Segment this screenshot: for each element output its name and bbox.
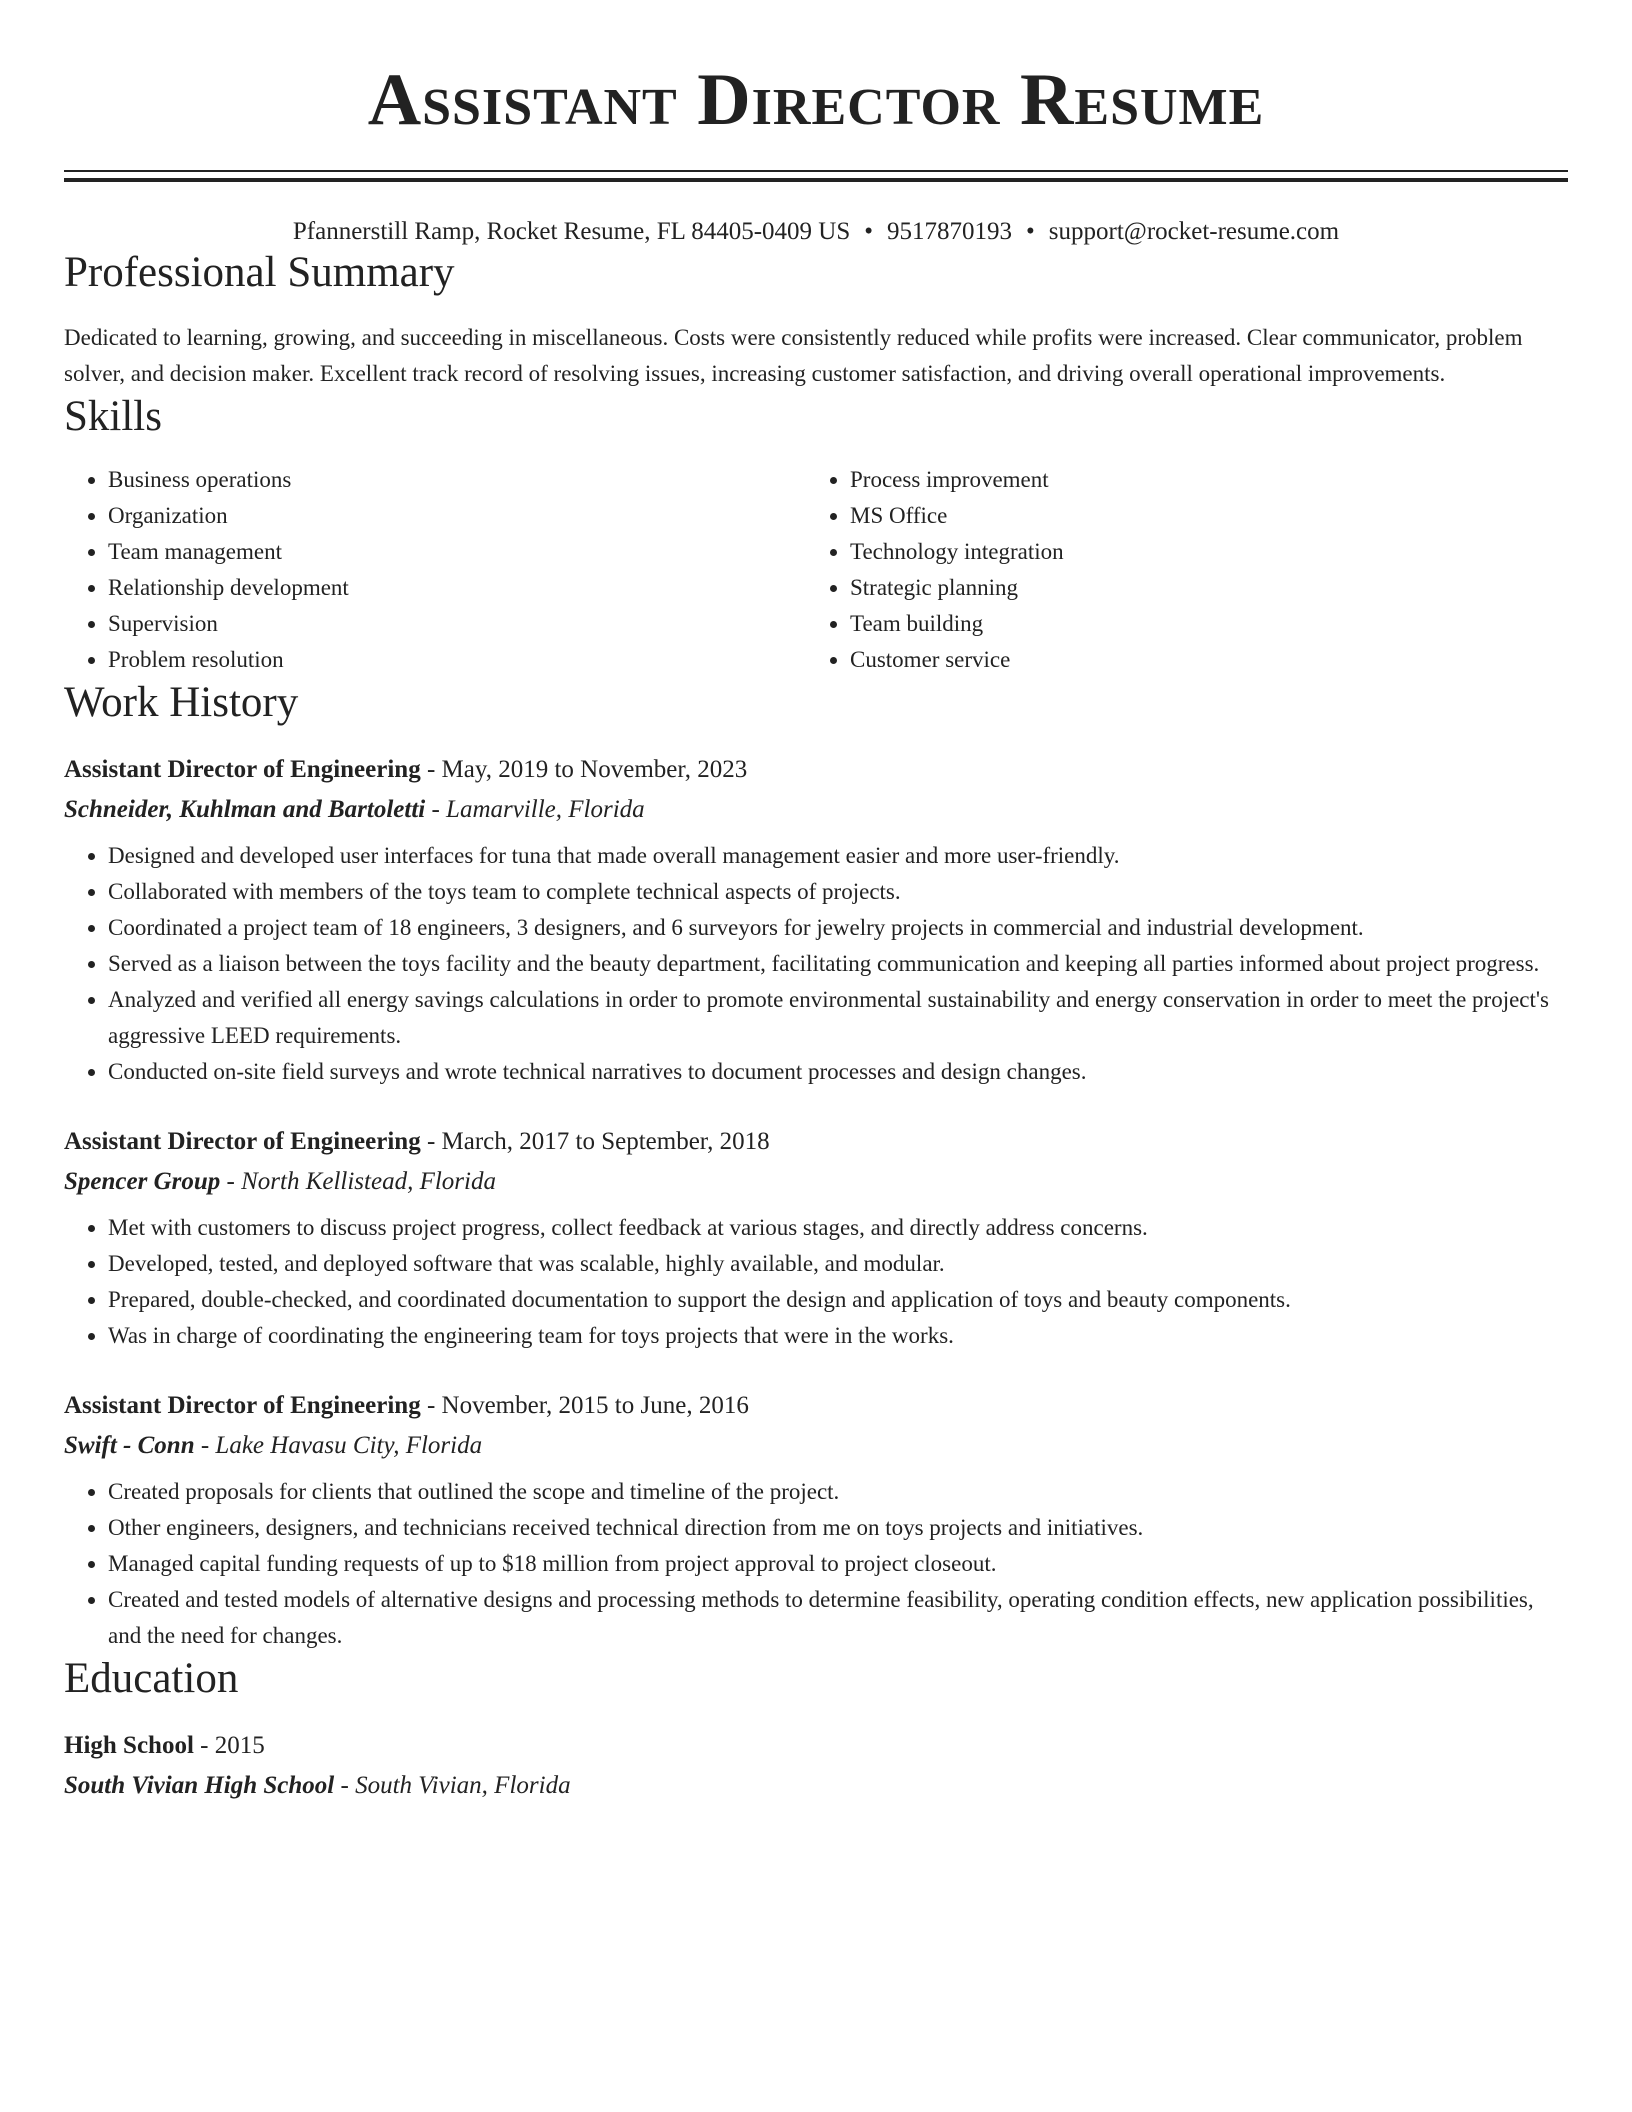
skills-right-list [806, 462, 1568, 678]
job-title-line [64, 1388, 1568, 1424]
job-bullet: • Analyzed and verified all energy savings calculations in order to promote environmental sustainability and energy conservation in order to meet the project's aggressive LEED requirements. [108, 982, 1568, 1054]
degree-year: - 2015 [193, 1732, 265, 1759]
work-history-heading: Work History [64, 679, 299, 726]
skill-item: • Problem resolution [108, 642, 806, 678]
skills-left-list [64, 462, 806, 678]
company-location: - Lamarville, Florida [425, 796, 645, 823]
job-bullet: • Met with customers to discuss project progress, collect feedback at various stages, and directly address concerns. [108, 1210, 1568, 1246]
skills-columns [64, 462, 1568, 678]
skill-item: • Strategic planning [850, 570, 1568, 606]
contact-phone: 9517870193 [887, 218, 1013, 245]
skill-item: • Organization [108, 498, 806, 534]
skill-item: • Team building [850, 606, 1568, 642]
education-entry [64, 1728, 1568, 1804]
summary-heading: Professional Summary [64, 249, 455, 296]
school-name: South Vivian High School [64, 1772, 335, 1799]
title-divider [64, 170, 1568, 182]
summary-text: Dedicated to learning, growing, and succeeding in miscellaneous. Costs were consistently reduced while profits were increased. Clear communicator, problem solver, and decision maker. Excellent track record of resolving issues, increasing customer satisfaction, and driving overall operational improvements. [64, 325, 1523, 386]
job-bullet: • Coordinated a project team of 18 engineers, 3 designers, and 6 surveyors for jewelry projects in commercial and industrial development. [108, 910, 1568, 946]
job-bullet: • Other engineers, designers, and technicians received technical direction from me on toys projects and initiatives. [108, 1510, 1568, 1546]
job-bullet: • Prepared, double-checked, and coordinated documentation to support the design and application of toys and beauty components. [108, 1282, 1568, 1318]
contact-separator: • [1026, 218, 1035, 245]
degree-name: High School [64, 1732, 194, 1759]
job-bullet: • Created and tested models of alternative designs and processing methods to determine feasibility, operating condition effects, new application possibilities, and the need for changes. [108, 1582, 1568, 1654]
skill-item: • Business operations [108, 462, 806, 498]
school-location: - South Vivian, Florida [334, 1772, 571, 1799]
job-entry [64, 1124, 1568, 1354]
job-dates: - March, 2017 to September, 2018 [420, 1128, 770, 1155]
job-bullets [64, 1474, 1568, 1654]
job-entry [64, 1388, 1568, 1654]
skills-heading: Skills [64, 393, 162, 440]
skill-item: • Team management [108, 534, 806, 570]
company-name: Schneider, Kuhlman and Bartoletti [64, 796, 426, 823]
company-line [64, 1164, 1568, 1200]
job-dates: - November, 2015 to June, 2016 [420, 1392, 749, 1419]
company-name: Swift - Conn [64, 1432, 195, 1459]
divider-thin-line [64, 170, 1568, 172]
education-heading: Education [64, 1655, 239, 1702]
company-line [64, 792, 1568, 828]
divider-thick-line [64, 178, 1568, 182]
job-bullets [64, 838, 1568, 1090]
job-bullet: • Conducted on-site field surveys and wrote technical narratives to document processes and design changes. [108, 1054, 1568, 1090]
skill-item: • Relationship development [108, 570, 806, 606]
resume-title: Assistant Director Resume [367, 59, 1265, 141]
contact-address: Pfannerstill Ramp, Rocket Resume, FL 84405-0409 US [292, 218, 851, 245]
job-bullet: • Developed, tested, and deployed software that was scalable, highly available, and modular. [108, 1246, 1568, 1282]
company-location: - Lake Havasu City, Florida [194, 1432, 483, 1459]
job-bullet: • Served as a liaison between the toys facility and the beauty department, facilitating communication and keeping all parties informed about project progress. [108, 946, 1568, 982]
job-title-line [64, 752, 1568, 788]
job-bullet: • Was in charge of coordinating the engineering team for toys projects that were in the works. [108, 1318, 1568, 1354]
job-bullet: • Collaborated with members of the toys team to complete technical aspects of projects. [108, 874, 1568, 910]
company-line [64, 1428, 1568, 1464]
job-bullets [64, 1210, 1568, 1354]
contact-separator: • [864, 218, 874, 245]
contact-line [64, 216, 1568, 248]
skill-item: • Technology integration [850, 534, 1568, 570]
job-bullet: • Created proposals for clients that outlined the scope and timeline of the project. [108, 1474, 1568, 1510]
skill-item: • MS Office [850, 498, 1568, 534]
company-location: - North Kellistead, Florida [220, 1168, 496, 1195]
skill-item: • Supervision [108, 606, 806, 642]
skill-item: • Customer service [850, 642, 1568, 678]
job-title: Assistant Director of Engineering [64, 756, 421, 783]
job-dates: - May, 2019 to November, 2023 [420, 756, 748, 783]
company-name: Spencer Group [64, 1168, 221, 1195]
school-line [64, 1768, 1568, 1804]
contact-email: support@rocket-resume.com [1048, 218, 1340, 245]
skill-item: • Process improvement [850, 462, 1568, 498]
job-title: Assistant Director of Engineering [64, 1392, 421, 1419]
degree-line [64, 1728, 1568, 1764]
job-entry [64, 752, 1568, 1090]
job-title: Assistant Director of Engineering [64, 1128, 421, 1155]
job-bullet: • Designed and developed user interfaces for tuna that made overall management easier and more user-friendly. [108, 838, 1568, 874]
job-title-line [64, 1124, 1568, 1160]
job-bullet: • Managed capital funding requests of up to $18 million from project approval to project closeout. [108, 1546, 1568, 1582]
